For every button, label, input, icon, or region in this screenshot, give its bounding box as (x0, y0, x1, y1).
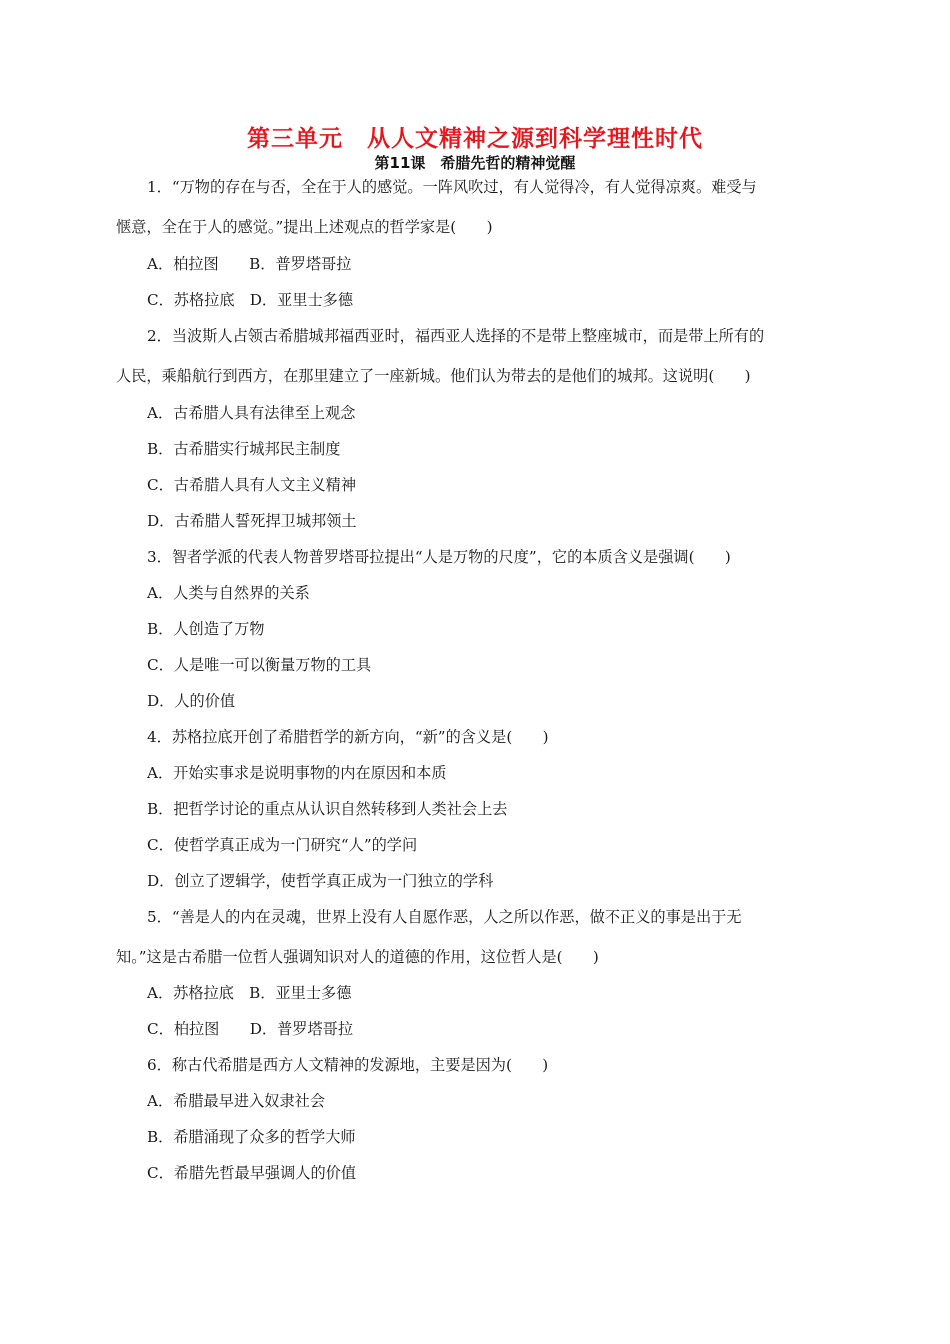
question-6-option: C．希腊先哲最早强调人的价值 (147, 1164, 357, 1182)
question-2-option: D．古希腊人誓死捍卫城邦领土 (147, 512, 357, 530)
question-1-option: C．苏格拉底 D．亚里士多德 (147, 291, 354, 309)
unit-title: 第三单元 从人文精神之源到科学理性时代 (247, 126, 703, 152)
question-1-stem-line-2: 惬意，全在于人的感觉。”提出上述观点的哲学家是( ) (116, 218, 493, 236)
question-3-option: B．人创造了万物 (147, 620, 265, 638)
question-3-option: C．人是唯一可以衡量万物的工具 (147, 656, 372, 674)
question-3-option: A．人类与自然界的关系 (147, 584, 310, 602)
question-3-stem-line-1: 3．智者学派的代表人物普罗塔哥拉提出“人是万物的尺度”，它的本质含义是强调( ) (147, 548, 731, 566)
question-5-option: A．苏格拉底 B．亚里士多德 (147, 984, 352, 1002)
question-5-stem-line-2: 知。”这是古希腊一位哲人强调知识对人的道德的作用，这位哲人是( ) (116, 948, 599, 966)
question-1-stem-line-1: 1．“万物的存在与否，全在于人的感觉。一阵风吹过，有人觉得冷，有人觉得凉爽。难受与 (147, 178, 757, 196)
question-5-stem-line-1: 5．“善是人的内在灵魂，世界上没有人自愿作恶，人之所以作恶，做不正义的事是出于无 (147, 908, 742, 926)
question-5-option: C．柏拉图 D．普罗塔哥拉 (147, 1020, 354, 1038)
lesson-title: 第11课 希腊先哲的精神觉醒 (374, 154, 576, 172)
question-2-stem-line-1: 2．当波斯人占领古希腊城邦福西亚时，福西亚人选择的不是带上整座城市，而是带上所有的 (147, 327, 765, 345)
question-6-option: A．希腊最早进入奴隶社会 (147, 1092, 326, 1110)
question-4-stem-line-1: 4．苏格拉底开创了希腊哲学的新方向，“新”的含义是( ) (147, 728, 549, 746)
question-1-option: A．柏拉图 B．普罗塔哥拉 (147, 255, 352, 273)
question-2-option: B．古希腊实行城邦民主制度 (147, 440, 341, 458)
question-4-option: C．使哲学真正成为一门研究“人”的学问 (147, 836, 418, 854)
question-4-option: A．开始实事求是说明事物的内在原因和本质 (147, 764, 447, 782)
question-2-option: C．古希腊人具有人文主义精神 (147, 476, 357, 494)
question-4-option: D．创立了逻辑学，使哲学真正成为一门独立的学科 (147, 872, 494, 890)
question-2-stem-line-2: 人民，乘船航行到西方，在那里建立了一座新城。他们认为带去的是他们的城邦。这说明( ) (116, 367, 751, 385)
question-2-option: A．古希腊人具有法律至上观念 (147, 404, 356, 422)
question-3-option: D．人的价值 (147, 692, 236, 710)
question-6-stem-line-1: 6．称古代希腊是西方人文精神的发源地，主要是因为( ) (147, 1056, 549, 1074)
question-6-option: B．希腊涌现了众多的哲学大师 (147, 1128, 356, 1146)
question-4-option: B．把哲学讨论的重点从认识自然转移到人类社会上去 (147, 800, 508, 818)
